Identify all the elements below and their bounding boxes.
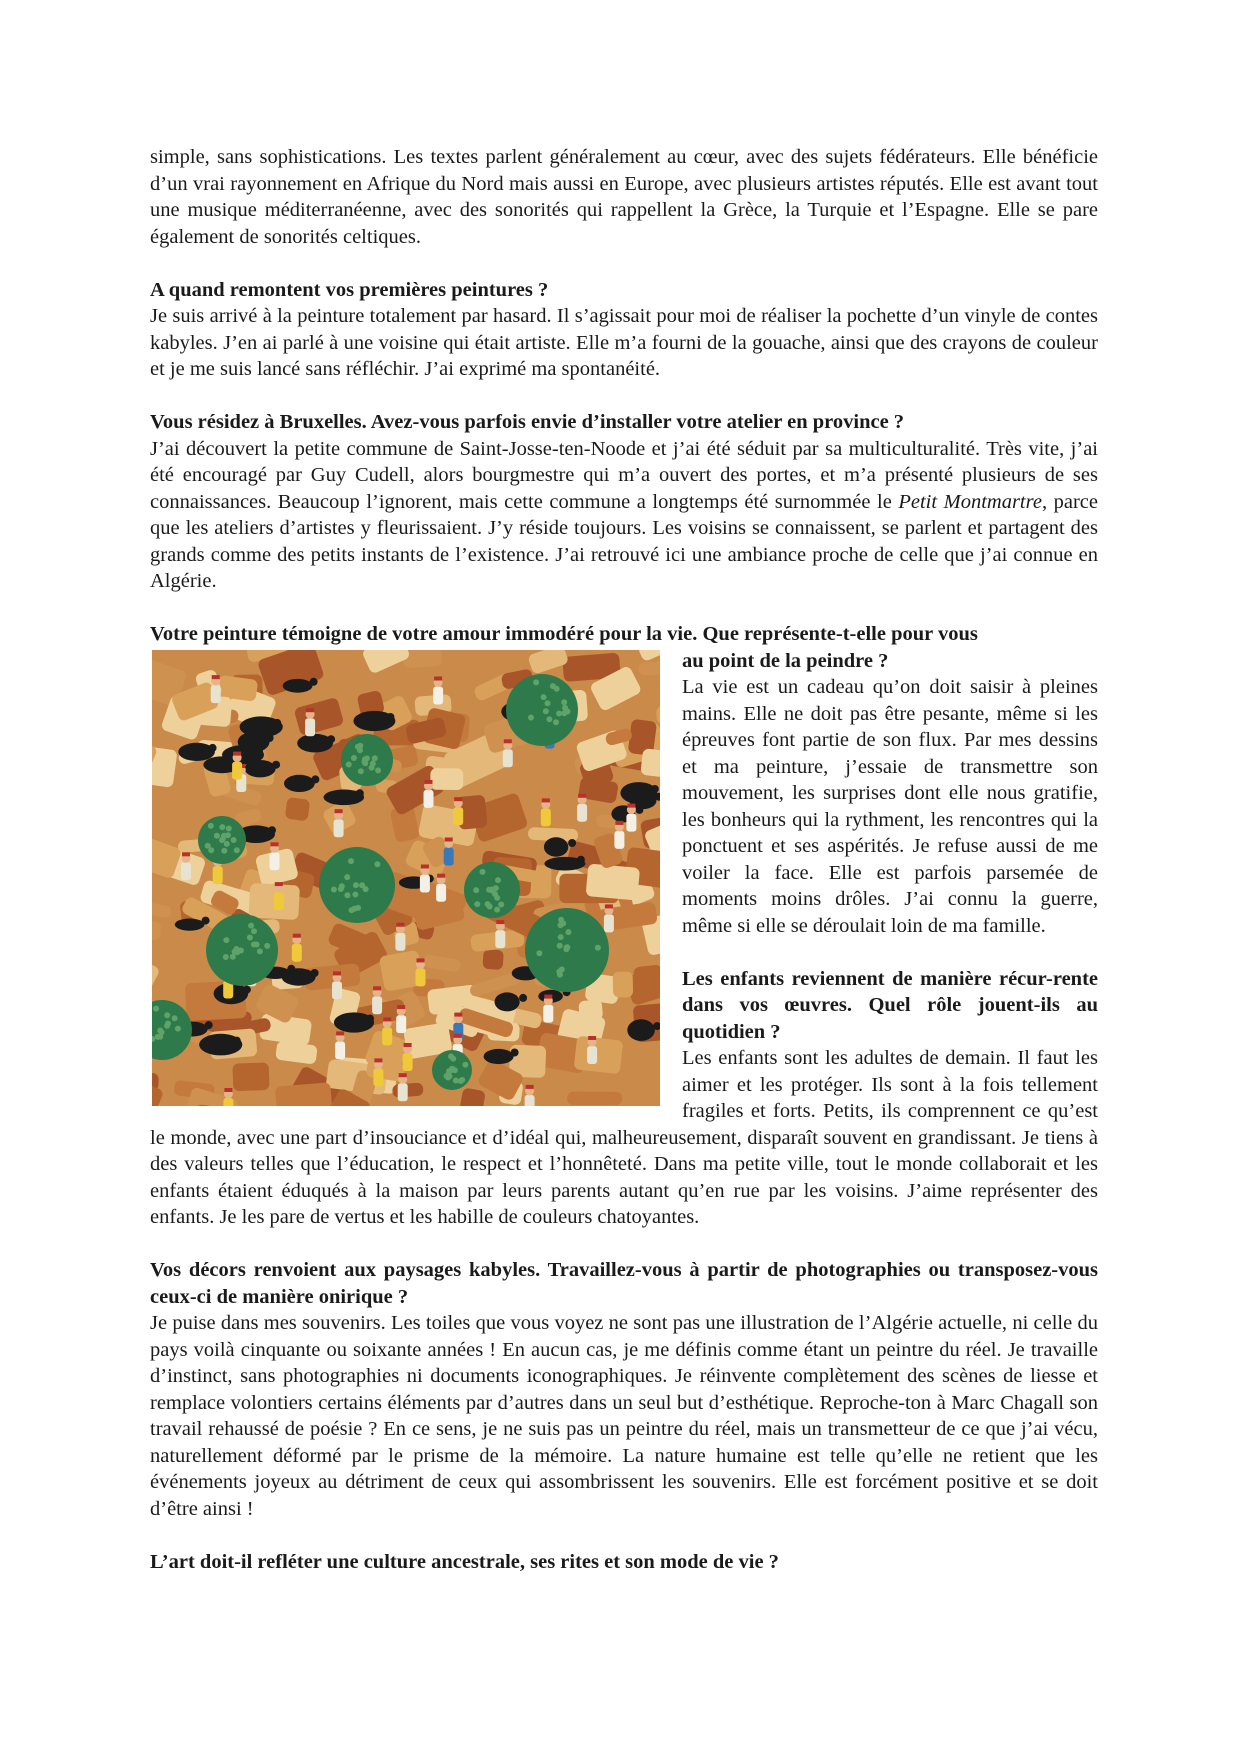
cattle-head xyxy=(268,826,276,834)
person-figure xyxy=(292,943,302,961)
cattle-head xyxy=(287,964,295,972)
tree-leaf xyxy=(348,858,354,864)
cattle-head xyxy=(568,839,576,847)
person-figure xyxy=(211,685,221,703)
tree-leaf xyxy=(157,1027,163,1033)
person-hat xyxy=(588,1036,596,1040)
tree-leaf xyxy=(164,1012,170,1018)
person-figure xyxy=(424,789,434,807)
tree-leaf xyxy=(208,847,214,853)
person-hat xyxy=(542,798,550,802)
tree-leaf xyxy=(561,699,567,705)
tree-leaf xyxy=(338,886,344,892)
cattle-head xyxy=(205,1021,213,1029)
tree-leaf xyxy=(480,868,486,874)
painting-patch xyxy=(275,1040,318,1064)
cattle-head xyxy=(327,735,335,743)
painting-patch xyxy=(232,1062,269,1091)
person-hat xyxy=(504,739,512,743)
person-hat xyxy=(333,971,341,975)
tree-leaf xyxy=(375,767,381,773)
tree-leaf xyxy=(486,886,492,892)
person-hat xyxy=(434,676,442,680)
tree-leaf xyxy=(351,755,357,761)
tree-leaf xyxy=(558,934,564,940)
tree-leaf xyxy=(495,877,501,883)
tree-leaf xyxy=(473,887,479,893)
tree-leaf xyxy=(226,825,232,831)
tree-leaf xyxy=(372,755,378,761)
person-figure xyxy=(335,1041,345,1059)
person-hat xyxy=(496,920,504,924)
person-hat xyxy=(454,1012,462,1016)
tree-leaf xyxy=(448,1067,454,1073)
painting-patch xyxy=(275,1082,332,1106)
person-hat xyxy=(578,793,586,797)
intro-paragraph: simple, sans sophistications. Les textes parlent généralement au cœur, avec des sujets fédérateurs. Elle bénéficie d’un vrai rayonnement en Afrique du Nord mais aussi en Europe, avec plusieurs artistes réputés. Elle est avant tout une musique méditerranéenne, avec des sonorités qui rappellent la Grèce, la Turquie et l’Espagne. Elle se pare également de sonorités celtiques. xyxy=(150,146,1098,248)
answer-text: J’ai découvert la petite commune de Saint-Josse-ten-Noode et j’ai été séduit par sa multiculturalité. Très vite, j’ai été encouragé par Guy Cudell, alors bourgmestre qui m’a ouvert des portes, et m’a présenté plusieurs de ses connaissances. Beaucoup l’ignorent, mais cette commune a longtemps été surnommée le xyxy=(150,437,1098,513)
painting-patch xyxy=(152,919,162,940)
tree-leaf xyxy=(565,929,571,935)
person-hat xyxy=(233,751,241,755)
tree-leaf xyxy=(557,942,563,948)
cattle-head xyxy=(243,985,251,993)
painting-patch xyxy=(527,650,569,675)
tree-leaf xyxy=(557,971,563,977)
cattle-figure xyxy=(627,1019,655,1041)
tree-leaf xyxy=(352,891,358,897)
person-figure xyxy=(420,874,430,892)
cattle-head xyxy=(255,746,263,754)
painting-patch xyxy=(294,696,345,735)
painting-patch xyxy=(567,1091,622,1104)
answer-paragraph: Les enfants sont les adultes de demain. Il faut les aimer et les protéger. Ils sont à la fois tellement fragiles et forts. Petits, ils comprennent ce qu’est le monde, avec une part d’insouciance et d’idéal qui, malheureusement, disparaît souvent en grandissant. Je tiens à des valeurs telles que l’éducation, le respect et l’honnêteté. Dans ma petite ville, tout le monde collaborait et les enfants étaient éduqués à la maison par leurs parents autant qu’en rue par les voisins. J’aime représenter des enfants. Je les pare de vertus et les habille de couleurs chatoyantes. xyxy=(150,1047,1098,1228)
person-figure xyxy=(453,807,463,825)
cattle-head xyxy=(273,718,281,726)
person-hat xyxy=(397,1005,405,1009)
person-hat xyxy=(271,842,279,846)
tree-leaf xyxy=(498,901,504,907)
person-hat xyxy=(182,852,190,856)
painting-patch xyxy=(578,999,603,1021)
tree-leaf xyxy=(247,934,253,940)
person-figure xyxy=(232,761,242,779)
painting-illustration xyxy=(152,650,660,1106)
tree-leaf xyxy=(221,832,227,838)
tree-leaf xyxy=(494,894,500,900)
answer-paragraph: La vie est un cadeau qu’on doit saisir à pleines mains. Elle ne doit pas être pesante, même si les épreuves font partie de son flux. Par mes dessins et ma peinture, j’essaie de transmettre son mouvement, les surprises dont elle nous gratifie, les bonheurs qui la rythment, les rencontres qui la ponctuent et ses aspérités. Je refuse aussi de me voiler la face. Elle est parfois parsemée de moments moins drôles. J’ai connu la guerre, même si elle se déroulait loin de ma famille. xyxy=(682,676,1098,937)
person-figure xyxy=(332,981,342,999)
person-hat xyxy=(212,675,220,679)
question-heading: A quand remontent vos premières peintures ? xyxy=(150,278,549,301)
person-figure xyxy=(403,1053,413,1071)
tree-leaf xyxy=(257,948,263,954)
person-hat xyxy=(404,1043,412,1047)
cattle-figure xyxy=(245,760,276,777)
cattle-head xyxy=(202,916,210,924)
question-heading: L’art doit-il refléter une culture ancestrale, ses rites et son mode de vie ? xyxy=(150,1550,779,1573)
person-figure xyxy=(436,883,446,901)
tree-leaf xyxy=(561,710,567,716)
tree-leaf xyxy=(363,886,369,892)
person-hat xyxy=(275,882,283,886)
tree-leaf xyxy=(595,944,601,950)
tree-leaf xyxy=(533,679,539,685)
tree-leaf xyxy=(224,840,230,846)
tree-leaf xyxy=(558,922,564,928)
person-hat xyxy=(373,986,381,990)
tree-leaf xyxy=(208,822,214,828)
tree-leaf xyxy=(223,954,229,960)
person-hat xyxy=(437,873,445,877)
tree-leaf xyxy=(462,1061,468,1067)
painting-patch xyxy=(430,768,463,790)
person-hat xyxy=(445,837,453,841)
person-hat xyxy=(335,809,343,813)
tree-leaf xyxy=(358,768,364,774)
cattle-figure xyxy=(495,992,520,1011)
person-hat xyxy=(605,904,613,908)
tree-leaf xyxy=(493,885,499,891)
painting-patch xyxy=(458,1087,486,1106)
tree-leaf xyxy=(474,901,480,907)
painting-image xyxy=(152,650,660,1106)
cattle-head xyxy=(635,805,643,813)
tree-leaf xyxy=(447,1073,453,1079)
cattle-head xyxy=(577,855,585,863)
question-heading-continuation: au point de la peindre ? xyxy=(682,649,889,672)
answer-paragraph: Je suis arrivé à la peinture totalement par hasard. Il s’agissait pour moi de réaliser la pochette d’un vinyle de contes kabyles. J’en ai parlé à une voisine qui était artiste. Elle m’a fourni de la gouache, ainsi que des crayons de couleur et je me suis lancé sans réfléchir. J’ai exprimé ma spontanéité. xyxy=(150,305,1098,380)
person-figure xyxy=(181,862,191,880)
person-figure xyxy=(270,852,280,870)
painting-patch xyxy=(613,971,634,997)
person-figure xyxy=(587,1046,597,1064)
person-hat xyxy=(336,1031,344,1035)
painting-patch xyxy=(574,1035,624,1074)
painting-patch xyxy=(285,796,311,821)
painting-patch xyxy=(637,650,660,662)
person-figure xyxy=(213,866,223,884)
cattle-figure xyxy=(297,733,333,752)
person-figure xyxy=(373,1068,383,1086)
person-hat xyxy=(293,933,301,937)
cattle-head xyxy=(651,785,659,793)
person-hat xyxy=(615,820,623,824)
painting-patch xyxy=(656,705,660,724)
person-figure xyxy=(416,968,426,986)
tree-leaf xyxy=(374,861,380,867)
document-page xyxy=(150,144,1098,1575)
tree-leaf xyxy=(254,941,260,947)
tree-leaf xyxy=(546,716,552,722)
cattle-head xyxy=(272,760,280,768)
tree-leaf xyxy=(564,944,570,950)
tree-leaf xyxy=(251,928,257,934)
italic-term: Petit Montmartre xyxy=(898,490,1042,513)
person-hat xyxy=(425,779,433,783)
cattle-head xyxy=(366,1014,374,1022)
person-figure xyxy=(398,1083,408,1101)
tree-leaf xyxy=(344,892,350,898)
tree-leaf xyxy=(223,937,229,943)
person-hat xyxy=(383,1017,391,1021)
tree-leaf xyxy=(543,708,549,714)
tree-leaf xyxy=(553,719,559,725)
tree-leaf xyxy=(164,1022,170,1028)
person-hat xyxy=(306,708,314,712)
answer-paragraph: Je puise dans mes souvenirs. Les toiles que vous voyez ne sont pas une illustration de l’Algérie actuelle, ni celle du pays voilà cinquante ou soixante années ! En aucun cas, je me définis comme étant un peintre du réel. Je travaille d’instinct, sans photographies ni documents iconographiques. Je réinvente complètement des scènes de liesse et remplace volontiers certains éléments par d’autres dans un seul but d’esthétique. Reproche-ton à Marc Chagall son travail rehaussé de poésie ? En ce sens, je ne suis pas un peintre du réel, mais un transmetteur de ce que j’ai vécu, naturellement déformé par le prisme de la mémoire. La nature humaine est telle qu’elle ne retient que les événements joyeux au détriment de ceux qui assombrissent les souvenirs. Elle est forcément positive et se doit d’être ainsi ! xyxy=(150,1312,1098,1520)
tree-leaf xyxy=(541,694,547,700)
cattle-head xyxy=(310,677,318,685)
person-figure xyxy=(626,813,636,831)
tree-leaf xyxy=(331,886,337,892)
person-hat xyxy=(421,864,429,868)
person-figure xyxy=(495,930,505,948)
tree-leaf xyxy=(528,714,534,720)
cattle-head xyxy=(386,713,394,721)
tree-leaf xyxy=(234,847,240,853)
person-figure xyxy=(543,1004,553,1022)
person-hat xyxy=(454,1033,462,1037)
tree-leaf xyxy=(453,1077,459,1083)
cattle-head xyxy=(511,1048,519,1056)
person-hat xyxy=(374,1058,382,1062)
person-figure xyxy=(396,1015,406,1033)
cattle-figure xyxy=(620,782,657,804)
person-hat xyxy=(627,803,635,807)
person-figure xyxy=(525,1094,535,1105)
painting-patch xyxy=(152,896,172,918)
tree-leaf xyxy=(357,742,363,748)
tree-leaf xyxy=(459,1076,465,1082)
cattle-figure xyxy=(484,1048,514,1063)
tree-leaf xyxy=(485,901,491,907)
painting-patch xyxy=(640,748,660,779)
question-heading: Votre peinture témoigne de votre amour immodéré pour la vie. Que représente-t-elle pour vous xyxy=(150,623,978,645)
tree-leaf xyxy=(344,874,350,880)
tree-leaf xyxy=(353,882,359,888)
painting-patch xyxy=(638,661,660,675)
person-hat xyxy=(224,1088,232,1092)
person-figure xyxy=(604,914,614,932)
tree-leaf xyxy=(349,907,355,913)
answer-text: , parce que les ateliers d’artistes y fleurissaient. J’y réside toujours. Les voisins se connaissent, se parlent et partagent des grands comme des petits instants de l’existence. J’ai retrouvé ici une ambiance proche de celle que j’ai connue en Algérie. xyxy=(150,490,1098,592)
tree-leaf xyxy=(556,710,562,716)
tree-leaf xyxy=(219,824,225,830)
question-heading: Vous résidez à Bruxelles. Avez-vous parfois envie d’installer votre atelier en province ? xyxy=(150,411,905,433)
cattle-head xyxy=(519,993,527,1001)
tree-leaf xyxy=(231,837,237,843)
person-hat xyxy=(454,797,462,801)
person-figure xyxy=(541,808,551,826)
person-figure xyxy=(274,892,284,910)
person-figure xyxy=(503,749,513,767)
cattle-figure xyxy=(175,918,205,930)
person-figure xyxy=(614,830,624,848)
person-hat xyxy=(399,1073,407,1077)
cattle-figure xyxy=(544,837,568,857)
tree-leaf xyxy=(248,922,254,928)
cattle-head xyxy=(311,969,319,977)
question-heading: Vos décors renvoient aux paysages kabyles. Travaillez-vous à partir de photographies ou transposez-vous ceux-ci de manière onirique ? xyxy=(150,1259,1098,1308)
person-figure xyxy=(433,686,443,704)
person-hat xyxy=(544,994,552,998)
tree-leaf xyxy=(214,832,220,838)
person-hat xyxy=(526,1084,534,1088)
tree-leaf xyxy=(172,1015,178,1021)
cattle-head xyxy=(311,775,319,783)
tree-leaf xyxy=(264,942,270,948)
tree-leaf xyxy=(362,760,368,766)
tree-leaf xyxy=(558,916,564,922)
person-hat xyxy=(396,922,404,926)
tree-leaf xyxy=(554,685,560,691)
person-figure xyxy=(444,847,454,865)
painting-patch xyxy=(392,1082,424,1098)
painting-patch xyxy=(152,953,161,991)
tree-leaf xyxy=(450,1055,456,1061)
question-heading: Les enfants reviennent de manière récur-rente dans vos œuvres. Quel rôle jouent-ils au quotidien ? xyxy=(682,967,1098,1043)
tree-leaf xyxy=(232,948,238,954)
person-hat xyxy=(417,958,425,962)
tree-leaf xyxy=(153,1005,159,1011)
tree-leaf xyxy=(346,761,352,767)
tree-leaf xyxy=(562,704,568,710)
person-figure xyxy=(382,1027,392,1045)
cattle-head xyxy=(356,789,364,797)
person-figure xyxy=(395,932,405,950)
person-figure xyxy=(372,996,382,1014)
tree-leaf xyxy=(221,847,227,853)
tree-leaf xyxy=(536,950,542,956)
person-figure xyxy=(334,819,344,837)
painting-patch xyxy=(422,954,461,972)
person-figure xyxy=(223,1098,233,1106)
cattle-figure xyxy=(284,774,315,791)
cattle-figure xyxy=(283,678,313,692)
person-figure xyxy=(305,718,315,736)
person-figure xyxy=(577,803,587,821)
cattle-head xyxy=(209,743,217,751)
cattle-head xyxy=(233,1036,241,1044)
tree-leaf xyxy=(545,700,551,706)
tree-leaf xyxy=(175,1025,181,1031)
painting-patch xyxy=(482,949,503,970)
answer-paragraph xyxy=(150,436,1098,595)
painting-patch xyxy=(586,863,640,900)
tree-leaf xyxy=(494,906,500,912)
tree-leaf xyxy=(369,764,375,770)
